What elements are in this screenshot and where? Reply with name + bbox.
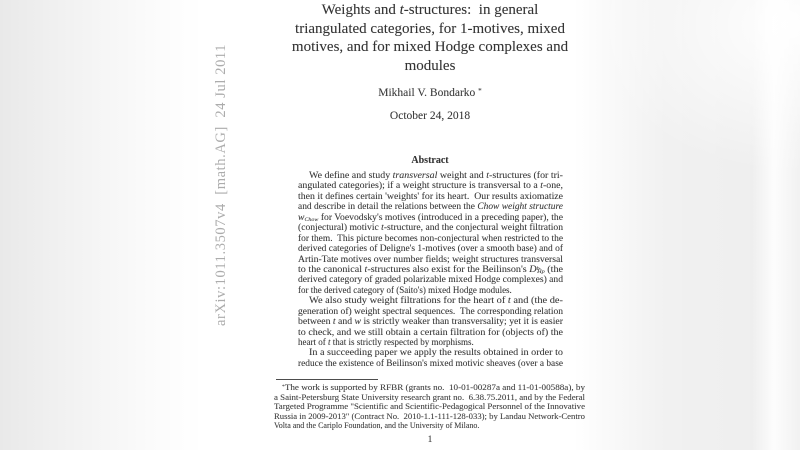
text-segment: t [540, 180, 543, 191]
text-segment: reduce the existence of Beilinson's mixed motivic sheaves (over a base [298, 357, 563, 368]
page-number: 1 [427, 435, 433, 445]
text-segment: to the canonical [298, 263, 365, 274]
text-segment: Targeted Programme "Scientific and Scientific-Pedagogical Personnel of the Innovative [274, 402, 585, 412]
text-line [240, 38, 620, 57]
text-segment: (the [544, 263, 563, 274]
text-line [298, 295, 563, 305]
text-segment: In a succeeding paper we apply the results obtained in order to [309, 347, 563, 358]
text-segment: between [298, 316, 333, 327]
text-line [298, 337, 563, 347]
text-segment: Russia in 2009-2013" (Contract No. 2010-1.1-111-128-033); by Landau Network-Centro [274, 411, 585, 421]
text-segment: generation of) weight spectral sequences. The corresponding relation [298, 305, 563, 316]
text-segment: t [399, 2, 404, 18]
text-segment: -structures: in general [403, 2, 539, 18]
text-segment: Ĥp [537, 269, 545, 276]
text-segment: -structures also exist for the Beilinson's [367, 263, 530, 274]
text-line [298, 347, 563, 357]
text-line [298, 243, 563, 253]
text-segment: to check, and we still obtain a certain filtration for (objects of) the [298, 326, 563, 337]
text-line [274, 393, 585, 403]
text-line [298, 222, 563, 232]
text-segment: t [327, 337, 331, 347]
text-segment: -structures (for tri- [489, 170, 563, 180]
text-segment: is strictly weaker than transversality; yet it is easier [361, 316, 563, 327]
text-segment: The work is supported by RFBR (grants no. 10-01-00287a and 11-01-00588a), by [284, 383, 585, 392]
text-segment: and [335, 316, 355, 327]
text-segment: then it defines certain 'weights' for its heart. Our results axiomatize [298, 190, 563, 201]
paper-title [240, 1, 620, 75]
text-line [274, 383, 585, 393]
text-segment: for Voevodsky's motives (introduced in a preceding paper), the [318, 211, 563, 222]
text-line [298, 274, 563, 284]
text-segment: a Saint-Petersburg State University research grant no. 6.38.75.2011, and by the Federal [274, 392, 585, 402]
text-segment: t [507, 295, 511, 306]
text-segment: motives, and for mixed Hodge complexes and [291, 39, 569, 56]
text-line [298, 201, 563, 211]
text-segment: transversal [392, 170, 438, 180]
text-line [240, 1, 620, 20]
text-line [298, 180, 563, 190]
text-line [298, 191, 563, 201]
text-segment: Mikhail V. Bondarko [378, 87, 479, 99]
text-segment: Chow [304, 216, 319, 223]
text-segment: -one, [542, 180, 563, 191]
text-segment: t [332, 316, 336, 327]
text-segment: We also study weight filtrations for the heart of [309, 295, 508, 306]
text-segment: for them. This picture becomes non-conjectural when restricted to the [298, 232, 563, 243]
text-segment: weight and [437, 170, 487, 180]
text-segment: modules [404, 57, 456, 74]
text-line [298, 254, 563, 264]
text-line [298, 212, 563, 222]
paper-page [195, 0, 665, 450]
text-line [298, 233, 563, 243]
abstract-body [298, 170, 563, 368]
text-segment: Weights and [321, 2, 400, 18]
text-segment: derived categories of Deligne's 1-motives (over a smooth base) and of [298, 243, 563, 254]
text-segment: heart of [298, 337, 328, 347]
text-segment: t [381, 222, 384, 233]
text-line [298, 170, 563, 180]
text-line [298, 316, 563, 326]
text-segment: angulated categories); if a weight structure is transversal to a [298, 180, 541, 191]
text-segment: t [364, 263, 368, 274]
text-line [240, 20, 620, 39]
footnote-rule [276, 379, 378, 380]
text-segment: and (the de- [510, 295, 563, 306]
date-line: October 24, 2018 [389, 110, 471, 122]
text-line [298, 306, 563, 316]
text-segment: D [529, 263, 537, 274]
author-line [195, 87, 665, 99]
text-segment: for the derived category of (Saito's) mixed Hodge modules. [298, 284, 512, 295]
text-line [298, 358, 563, 368]
footnote [274, 383, 585, 431]
arxiv-identifier-stamp: arXiv:1011.3507v4 [math.AG] 24 Jul 2011 [213, 43, 229, 326]
text-segment: We define and study [309, 170, 393, 180]
text-segment: * [478, 87, 482, 96]
text-segment: b [536, 265, 540, 272]
text-line [274, 412, 585, 422]
text-line [274, 402, 585, 412]
text-segment: * [282, 384, 285, 390]
text-segment: Artin-Tate motives over number fields; weight structures transversal [298, 253, 563, 264]
text-line [298, 327, 563, 337]
text-segment: derived category of graded polarizable mixed Hodge complexes) and [298, 274, 563, 285]
abstract-heading: Abstract [411, 155, 449, 166]
text-line [240, 57, 620, 76]
text-segment: that is strictly respected by morphisms. [330, 337, 474, 347]
text-segment: Chow weight structure [477, 201, 563, 212]
text-segment: -structure, and the conjectural weight filtration [383, 222, 563, 233]
text-segment: Volta and the Cariplo Foundation, and the University of Milano. [274, 421, 480, 431]
text-segment: w [298, 211, 305, 222]
text-line [274, 421, 585, 431]
text-segment: (conjectural) motivic [298, 222, 382, 233]
text-segment: t [486, 170, 490, 180]
text-line [298, 285, 563, 295]
text-line [298, 264, 563, 274]
text-segment: triangulated categories, for 1-motives, mixed [295, 20, 565, 37]
text-segment: and describe in detail the relations between the [298, 201, 478, 212]
text-segment: w [354, 316, 362, 327]
